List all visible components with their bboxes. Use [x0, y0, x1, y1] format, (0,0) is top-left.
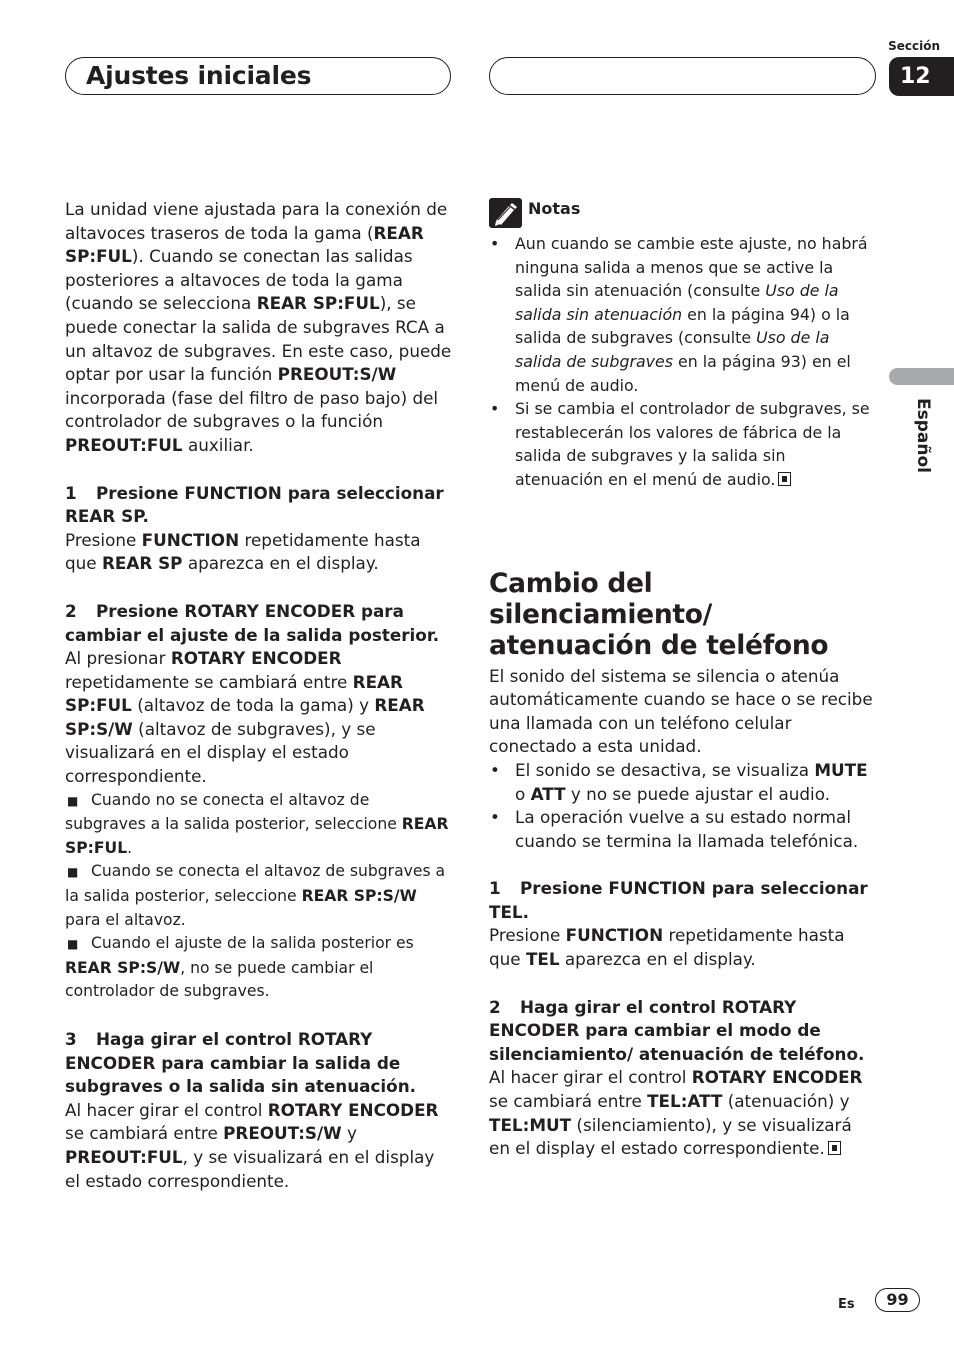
bullet-dot: •: [490, 234, 500, 253]
page-number: 99: [875, 1288, 920, 1312]
tel-step-2-title: 2 Haga girar el control ROTARY ENCODER para cambiar el modo de silenciamiento/ atenuación de teléfono.: [489, 996, 865, 1064]
left-column: [65, 198, 453, 1193]
tel-step-1-title: 1 Presione FUNCTION para seleccionar TEL.: [489, 878, 868, 922]
pencil-note-icon: [489, 198, 522, 228]
step-1-title: 1 Presione FUNCTION para seleccionar REAR SP.: [65, 482, 444, 527]
bullet-dot: •: [490, 759, 500, 780]
step-3-body: Al hacer girar el control ROTARY ENCODER se cambiará entre PREOUT:S/W y PREOUT:FUL, y se visualizará en el display el estado correspondiente.: [65, 1099, 439, 1191]
note-item-1: • Aun cuando se cambie este ajuste, no habrá ninguna salida a menos que se active la salida sin atenuación (consulte Uso de la salida sin atenuación en la página 94) o la salida de subgraves (consulte Uso de la salida de subgraves en la página 93) en el menú de audio.: [490, 234, 868, 395]
right-column: [489, 198, 877, 1161]
header-empty-box: [489, 57, 876, 95]
notes-label: Notas: [528, 199, 581, 218]
square-bullet-icon: ■: [67, 793, 79, 808]
square-bullet-icon: ■: [67, 937, 79, 952]
square-bullet-icon: ■: [67, 865, 79, 880]
step-2-note-2: ■ Cuando se conecta el altavoz de subgraves a la salida posterior, seleccione REAR SP:S/W para el altavoz.: [65, 862, 446, 929]
section-heading: Cambio del silenciamiento/ atenuación de teléfono: [489, 567, 829, 661]
bullet-dot: •: [490, 399, 500, 419]
step-3-title: 3 Haga girar el control ROTARY ENCODER para cambiar la salida de subgraves o la salida sin atenuación.: [65, 1029, 417, 1097]
end-mark-icon: [828, 1141, 841, 1155]
step-1-body: Presione FUNCTION repetidamente hasta que REAR SP aparezca en el display.: [65, 529, 421, 574]
end-mark-icon: [778, 472, 791, 486]
note-item-2: • Si se cambia el controlador de subgraves, se restablecerán los valores de fábrica de la salida de subgraves y la salida sin atenuación en el menú de audio.: [490, 399, 870, 489]
language-tab-marker: [889, 368, 954, 385]
step-2-note-1: ■ Cuando no se conecta el altavoz de subgraves a la salida posterior, seleccione REAR SP:FUL.: [65, 790, 449, 857]
bullet-item-2: • La operación vuelve a su estado normal cuando se termina la llamada telefónica.: [490, 807, 859, 851]
tel-step-2-body: Al hacer girar el control ROTARY ENCODER se cambiará entre TEL:ATT (atenuación) y TEL:MUT (silenciamiento), y se visualizará en el display el estado correspondiente.: [489, 1067, 863, 1159]
bullet-item-1: • El sonido se desactiva, se visualiza MUTE o ATT y no se puede ajustar el audio.: [490, 759, 868, 804]
section-number-tab: 12: [889, 57, 954, 96]
step-2-title: 2 Presione ROTARY ENCODER para cambiar el ajuste de la salida posterior.: [65, 600, 440, 645]
intro-paragraph: La unidad viene ajustada para la conexión de altavoces traseros de toda la gama (REAR SP:FUL). Cuando se conectan las salidas posteriores a altavoces de toda la gama (cuando se selecciona REAR SP:FUL), se puede conectar la salida de subgraves RCA a un altavoz de subgraves. En este caso, puede optar por usar la función PREOUT:S/W incorporada (fase del filtro de paso bajo) del controlador de subgraves o la función PREOUT:FUL auxiliar.: [65, 199, 452, 455]
step-2-note-3: ■ Cuando el ajuste de la salida posterior es REAR SP:S/W, no se puede cambiar el controlador de subgraves.: [65, 934, 414, 1001]
section-label: Sección: [888, 39, 940, 53]
step-2-body: Al presionar ROTARY ENCODER repetidamente se cambiará entre REAR SP:FUL (altavoz de toda la gama) y REAR SP:S/W (altavoz de subgraves), y se visualizará en el display el estado correspondiente.: [65, 648, 425, 787]
section-intro: El sonido del sistema se silencia o atenúa automáticamente cuando se hace o se recibe una llamada con un teléfono celular conectado a esta unidad.: [489, 665, 873, 757]
page-title: Ajustes iniciales: [86, 61, 312, 90]
notes-header: [489, 198, 877, 232]
header-title-box: [65, 57, 451, 95]
tel-step-1-body: Presione FUNCTION repetidamente hasta que TEL aparezca en el display.: [489, 925, 845, 970]
footer-language-code: Es: [838, 1297, 855, 1312]
bullet-dot: •: [490, 807, 500, 828]
language-label: Español: [913, 398, 933, 473]
